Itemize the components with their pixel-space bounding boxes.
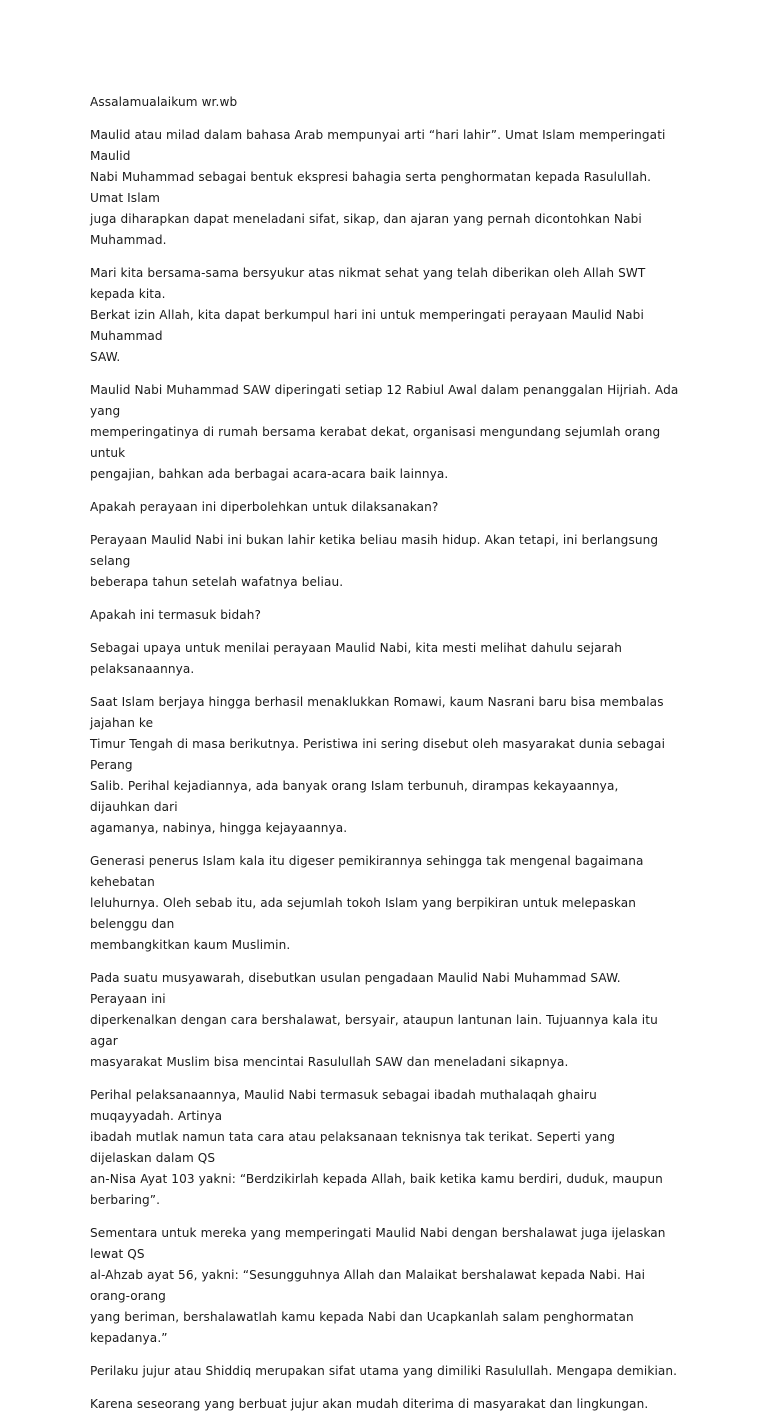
paragraph-conclusion: Karena seseorang yang berbuat jujur akan mudah diterima di masyarakat dan lingkungan. [90,1397,649,1411]
paragraph-shiddiq: Perilaku jujur atau Shiddiq merupakan sifat utama yang dimiliki Rasulullah. Mengapa demikian. [90,1364,678,1378]
paragraph-musyawarah: Pada suatu musyawarah, disebutkan usulan pengadaan Maulid Nabi Muhammad SAW. Perayaan ini diperkenalkan dengan cara bershalawat, bersyair, ataupun lantunan lain. Tujuannya kala itu agar masyarakat Muslim bisa mencintai Rasulullah SAW dan meneladani sikapnya. [90,971,658,1069]
paragraph-maulid-meaning: Maulid atau milad dalam bahasa Arab mempunyai arti “hari lahir”. Umat Islam memperingati Maulid Nabi Muhammad sebagai bentuk ekspresi bahagia serta penghormatan kepada Rasulullah. Umat Islam juga diharapkan dapat meneladani sifat, sikap, dan ajaran yang pernah dicontohkan Nabi Muhammad. [90,128,666,247]
paragraph-origin: Perayaan Maulid Nabi ini bukan lahir ketika beliau masih hidup. Akan tetapi, ini berlangsung selang beberapa tahun setelah wafatnya beliau. [90,533,659,589]
paragraph-ibadah: Perihal pelaksanaannya, Maulid Nabi termasuk sebagai ibadah muthalaqah ghairu muqayyadah. Artinya ibadah mutlak namun tata cara atau pelaksanaan teknisnya tak terikat. Seperti yang dijelaskan dalam QS an-Nisa Ayat 103 yakni: “Berdzikirlah kepada Allah, baik ketika kamu berdiri, duduk, maupun berbaring”. [90,1088,663,1207]
paragraph-date: Maulid Nabi Muhammad SAW diperingati setiap 12 Rabiul Awal dalam penanggalan Hijriah. Ada yang memperingatinya di rumah bersama kerabat dekat, organisasi mengundang sejumlah orang untuk pengajian, bahkan ada berbagai acara-acara baik lainnya. [90,383,679,481]
paragraph-history-intro: Sebagai upaya untuk menilai perayaan Maulid Nabi, kita mesti melihat dahulu sejarah pelaksanaannya. [90,641,622,676]
paragraph-crusades: Saat Islam berjaya hingga berhasil menaklukkan Romawi, kaum Nasrani baru bisa membalas jajahan ke Timur Tengah di masa berikutnya. Peristiwa ini sering disebut oleh masyarakat dunia sebagai Perang Salib. Perihal kejadiannya, ada banyak orang Islam terbunuh, dirampas kekayaannya, dijauhkan dari agamanya, nabinya, hingga kejayaannya. [90,695,666,835]
paragraph-generation: Generasi penerus Islam kala itu digeser pemikirannya sehingga tak mengenal bagaimana kehebatan leluhurnya. Oleh sebab itu, ada sejumlah tokoh Islam yang berpikiran untuk melepaskan belenggu dan membangkitkan kaum Muslimin. [90,854,644,952]
greeting-paragraph: Assalamualaikum wr.wb [90,95,238,109]
question-bidah: Apakah ini termasuk bidah? [90,608,262,622]
question-permissibility: Apakah perayaan ini diperbolehkan untuk dilaksanakan? [90,500,439,514]
paragraph-gratitude: Mari kita bersama-sama bersyukur atas nikmat sehat yang telah diberikan oleh Allah SWT kepada kita. Berkat izin Allah, kita dapat berkumpul hari ini untuk memperingati perayaan Maulid Nabi Muhammad SAW. [90,266,646,364]
paragraph-shalawat: Sementara untuk mereka yang memperingati Maulid Nabi dengan bershalawat juga ijelaskan lewat QS al-Ahzab ayat 56, yakni: “Sesungguhnya Allah dan Malaikat bershalawat kepada Nabi. Hai orang-orang yang beriman, bershalawatlah kamu kepada Nabi dan Ucapkanlah salam penghormatan kepadanya.” [90,1226,666,1345]
document-page [90,92,680,1427]
